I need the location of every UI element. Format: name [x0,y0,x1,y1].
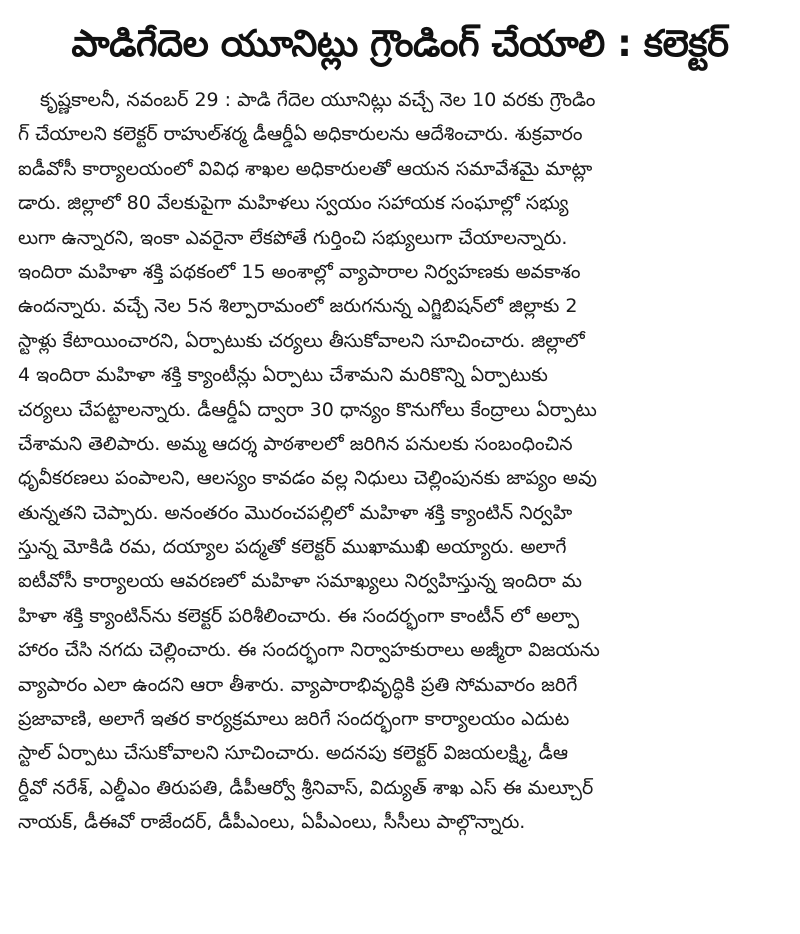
article-headline: పాడిగేదెల యూనిట్లు గ్రౌండింగ్ చేయాలి : కలెక్టర్ [71,22,729,65]
body-line-16: హిళా శక్తి క్యాంటిన్‌ను కలెక్టర్ పరిశీలించారు. ఈ సందర్భంగా కాంటీన్ లో అల్పా [18,604,580,627]
article-body [18,83,786,840]
body-line-4: డారు. జిల్లాలో 80 వేలకుపైగా మహిళలు స్వయం సహాయక సంఘాల్లో సభ్యు [18,192,569,215]
body-line-5: లుగా ఉన్నారని, ఇంకా ఎవరైనా లేకపోతే గుర్తించి సభ్యులుగా చేయాలన్నారు. [18,226,568,249]
body-line-2: గ్ చేయాలని కలెక్టర్ రాహుల్‌శర్మ డీఆర్డీఏ అధికారులను ఆదేశించారు. శుక్రవారం [18,123,583,146]
body-line-8: స్టాళ్లు కేటాయించారని, ఏర్పాటుకు చర్యలు తీసుకోవాలని సూచించారు. జిల్లాలో [18,329,585,352]
body-line-20: స్టాల్ ఏర్పాటు చేసుకోవాలని సూచించారు. అదనపు కలెక్టర్ విజయలక్ష్మి, డీఆ [18,742,568,765]
body-line-13: తున్నతని చెప్పారు. అనంతరం మొరంచపల్లిలో మహిళా శక్తి క్యాంటిన్ నిర్వహి [18,501,573,524]
body-line-1: కృష్ణకాలనీ, నవంబర్ 29 : పాడి గేదెల యూనిట్లు వచ్చే నెల 10 వరకు గ్రౌండిం [40,89,596,111]
body-line-15: ఐటీవోసీ కార్యాలయ ఆవరణలో మహిళా సమాఖ్యలు నిర్వహిస్తున్న ఇందిరా మ [18,570,582,593]
body-line-6: ఇందిరా మహిళా శక్తి పథకంలో 15 అంశాల్లో వ్యాపారాల నిర్వహణకు అవకాశం [18,260,581,283]
body-line-9: 4 ఇందిరా మహిళా శక్తి క్యాంటీన్లు ఏర్పాటు చేశామని మరికొన్ని ఏర్పాటుకు [18,364,548,387]
body-line-17: హారం చేసి నగదు చెల్లించారు. ఈ సందర్భంగా నిర్వాహకురాలు అజ్మీరా విజయను [18,639,600,662]
body-line-22: నాయక్, డీఈవో రాజేందర్, డీపీఎంలు, ఏపీఎంలు, సీసీలు పాల్గొన్నారు. [18,811,526,834]
body-line-21: ర్డీవో నరేశ్, ఎల్డీఎం తిరుపతి, డీపీఆర్వో శ్రీనివాస్, విద్యుత్ శాఖ ఎస్ ఈ మల్చూర్ [18,776,594,799]
body-line-19: ప్రజావాణి, అలాగే ఇతర కార్యక్రమాలు జరిగే సందర్భంగా కార్యాలయం ఎదుట [18,708,570,731]
body-line-3: ఐడీవోసీ కార్యాలయంలో వివిధ శాఖల అధికారులతో ఆయన సమావేశమై మాట్లా [18,157,593,180]
body-line-10: చర్యలు చేపట్టాలన్నారు. డీఆర్డీఏ ద్వారా 30 ధాన్యం కొనుగోలు కేంద్రాలు ఏర్పాటు [18,398,597,421]
body-line-7: ఉందన్నారు. వచ్చే నెల 5న శిల్పారామంలో జరుగనున్న ఎగ్జిబిషన్‌లో జిల్లాకు 2 [18,295,578,318]
body-line-11: చేశామని తెలిపారు. అమ్మ ఆదర్శ పాఠశాలలో జరిగిన పనులకు సంబంధించిన [18,432,573,455]
body-line-12: ధృవీకరణలు పంపాలని, ఆలస్యం కావడం వల్ల నిధులు చెల్లింపునకు జాప్యం అవు [18,467,597,490]
body-line-18: వ్యాపారం ఎలా ఉందని ఆరా తీశారు. వ్యాపారాభివృద్ధికి ప్రతి సోమవారం జరిగే [18,673,578,696]
body-line-14: స్తున్న మోకిడి రమ, దయ్యాల పద్మతో కలెక్టర్ ముఖాముఖి అయ్యారు. అలాగే [18,536,567,559]
